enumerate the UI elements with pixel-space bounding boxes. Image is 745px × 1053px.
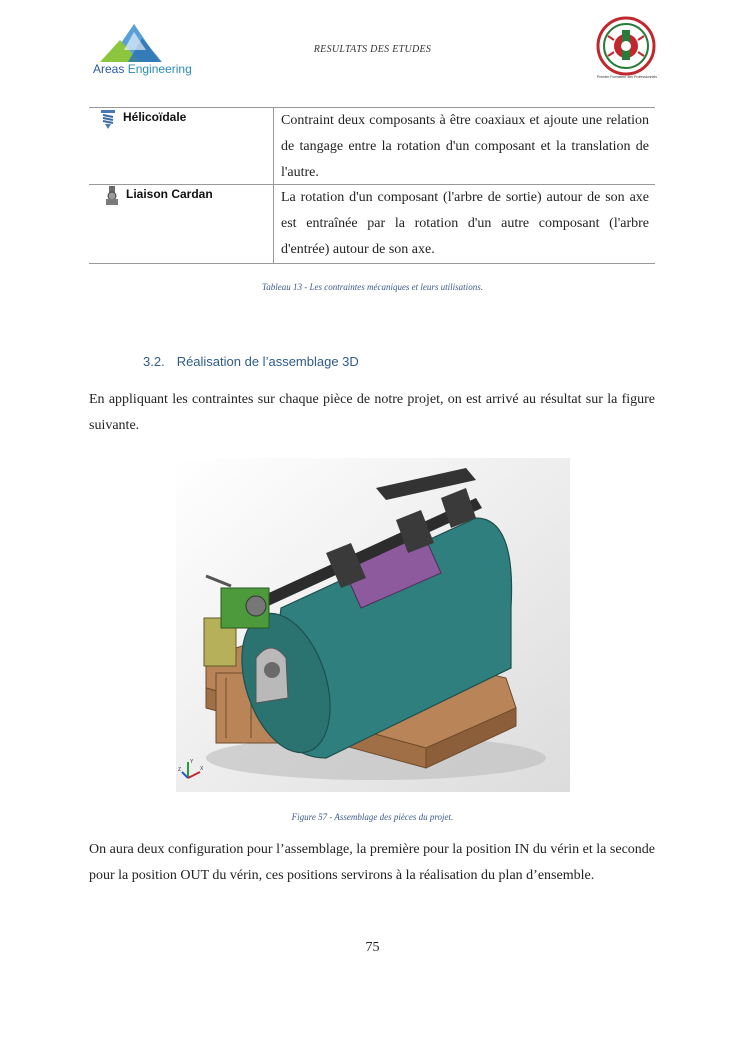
table-row	[89, 108, 655, 184]
axis-y-label: Y	[190, 759, 194, 765]
section-heading	[143, 354, 359, 369]
section-title: Réalisation de l’assemblage 3D	[176, 354, 359, 369]
section-number: 3.2.	[143, 354, 165, 369]
paragraph-configurations: On aura deux configuration pour l’assemblage, la première pour la position IN du vérin et la seconde pour la position OUT du vérin, ces positions servirons à la réalisation du plan d’ensemble.	[89, 842, 655, 883]
table-label-liaison-cardan: Liaison Cardan	[126, 187, 213, 201]
page-number: 75	[365, 940, 380, 955]
constraints-table	[89, 107, 655, 264]
logo-text-areas: Areas	[93, 62, 125, 76]
table-cell-label	[89, 185, 274, 263]
school-emblem-subtitle: Premier Formateur des Professionnels	[597, 75, 657, 79]
school-emblem	[594, 16, 658, 82]
logo-triangles-icon	[90, 22, 200, 64]
assembly-3d-render	[176, 458, 570, 792]
logo-text-engineering: Engineering	[127, 62, 192, 76]
table-cell-description: La rotation d'un composant (l'arbre de sortie) autour de son axe est entraînée par la rotation d'un autre composant (l'arbre d'entrée) autour de son axe.	[281, 190, 649, 257]
table-cell-label	[89, 108, 274, 184]
table-row	[89, 184, 655, 263]
header-title: RESULTATS DES ETUDES	[313, 44, 432, 55]
paragraph-intro: En appliquant les contraintes sur chaque pièce de notre projet, on est arrivé au résultat sur la figure suivante.	[89, 392, 655, 433]
table-label-helicoidale: Hélicoïdale	[123, 110, 187, 124]
table-cell-description: Contraint deux composants à être coaxiaux et ajoute une relation de tangage entre la rotation d'un composant et la translation de l'autre.	[281, 113, 649, 180]
axis-z-label: Z	[178, 767, 182, 773]
school-emblem-icon	[594, 16, 658, 82]
helical-screw-icon	[99, 109, 117, 134]
logo-text	[93, 62, 192, 76]
table-caption: Tableau 13 - Les contraintes mécaniques et leurs utilisations.	[262, 282, 483, 292]
assembly-figure	[176, 458, 570, 792]
axis-x-label: X	[200, 766, 204, 772]
universal-joint-icon	[103, 186, 121, 211]
figure-caption: Figure 57 - Assemblage des pièces du projet.	[291, 812, 454, 822]
